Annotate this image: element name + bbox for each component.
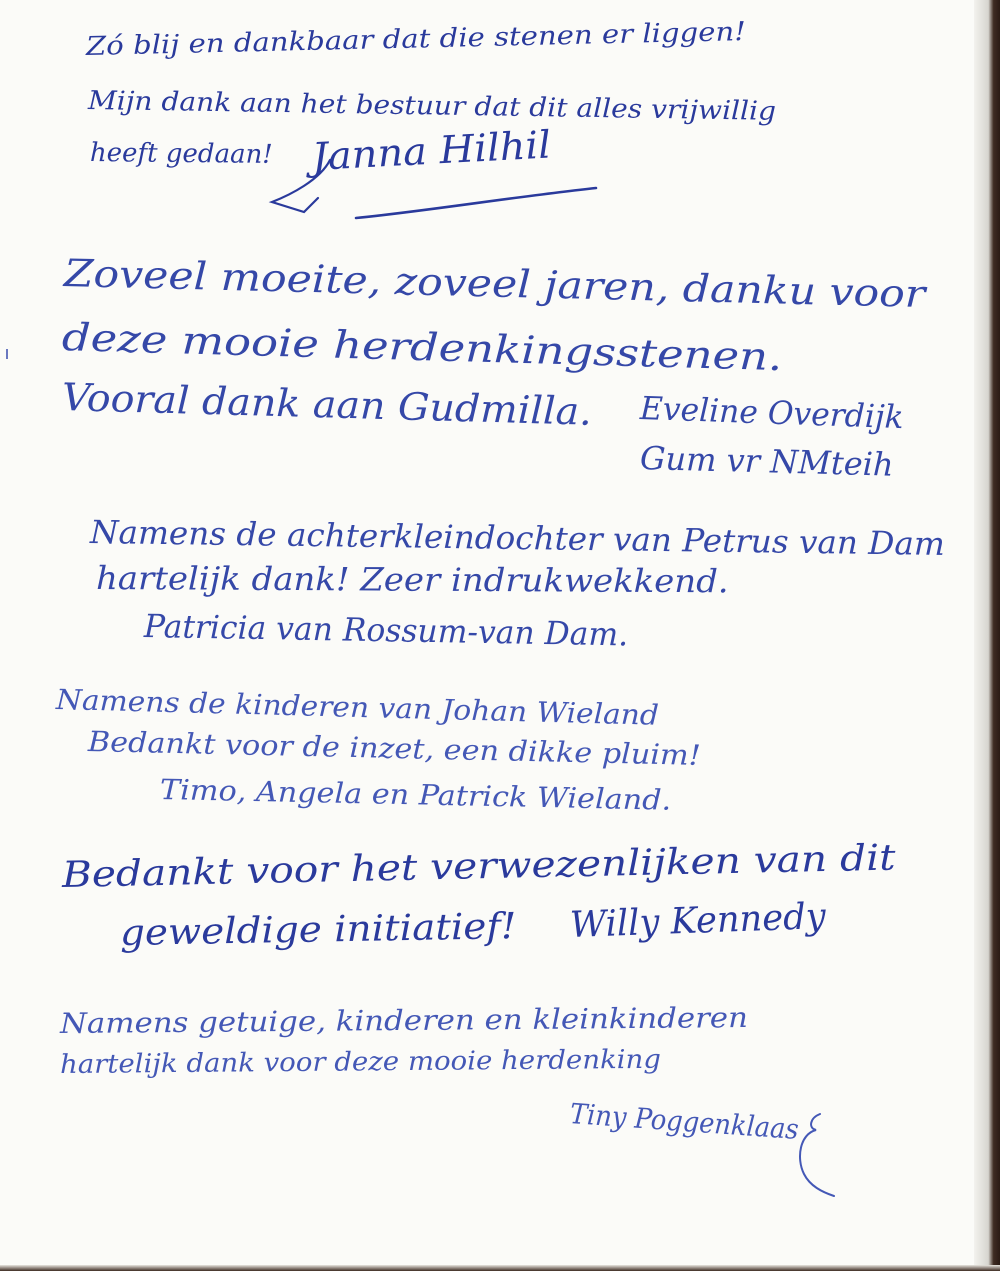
- entry5-line1: Bedankt voor het verwezenlijken van dit: [61, 837, 896, 896]
- entry1-signature: Janna Hilhil: [310, 122, 553, 179]
- entry2-signature-name: Eveline Overdijk: [639, 389, 905, 437]
- entry5-signature: Willy Kennedy: [569, 896, 827, 946]
- entry1-line1: Zó blij en dankbaar dat die stenen er liggen!: [85, 17, 747, 62]
- entry2-line1: Zoveel moeite, zoveel jaren, danku voor: [63, 251, 926, 317]
- entry5-line2: geweldige initiatief!: [119, 906, 517, 954]
- page-edge-right: [974, 0, 1000, 1271]
- entry3-line1: Namens de achterkleindochter van Petrus van Dam: [89, 513, 946, 563]
- entry6-signature-flourish: [790, 1098, 850, 1208]
- entry1-line2: Mijn dank aan het bestuur dat dit alles vrijwillig: [87, 86, 777, 127]
- entry2-signature-org: Gum vr NMteih: [639, 439, 895, 484]
- entry2-line2: deze mooie herdenkingsstenen.: [61, 315, 783, 380]
- entry3-signature: Patricia van Rossum-van Dam.: [143, 607, 629, 654]
- entry4-line1: Namens de kinderen van Johan Wieland: [55, 683, 660, 732]
- entry1-signature-flourish: [260, 160, 610, 230]
- entry1-line3: heeft gedaan!: [89, 138, 273, 170]
- entry6-signature: Tiny Poggenklaas: [568, 1097, 800, 1146]
- entry4-line2: Bedankt voor de inzet, een dikke pluim!: [87, 725, 702, 772]
- entry2-line3: Vooral dank aan Gudmilla.: [61, 375, 593, 434]
- entry6-line1: Namens getuige, kinderen en kleinkinderen: [59, 1000, 749, 1040]
- margin-mark: [6, 349, 8, 359]
- entry6-line2: hartelijk dank voor deze mooie herdenking: [59, 1044, 662, 1080]
- page-edge-bottom: [0, 1265, 1000, 1271]
- entry3-line2: hartelijk dank! Zeer indrukwekkend.: [95, 559, 729, 601]
- entry4-signature: Timo, Angela en Patrick Wieland.: [159, 773, 672, 817]
